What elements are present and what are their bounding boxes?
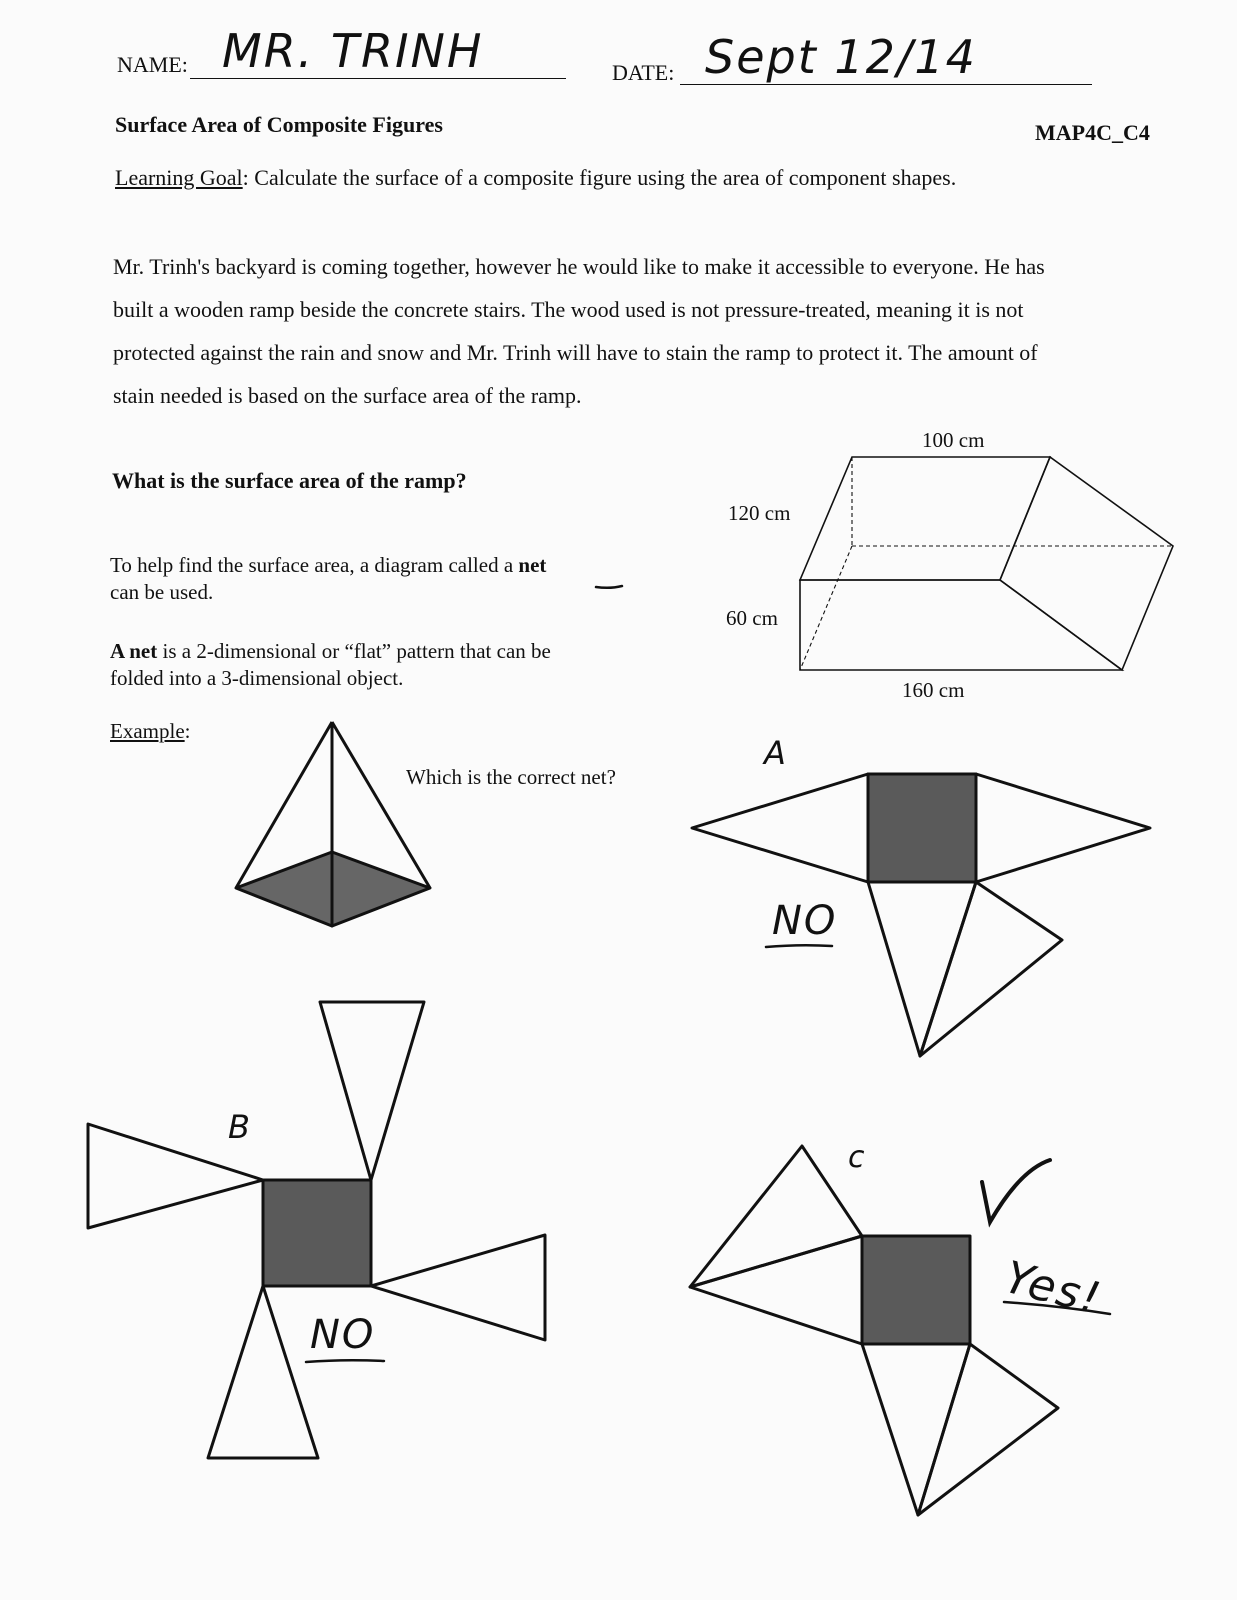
ramp-top-face <box>800 457 1050 580</box>
net-b-bottom-triangle <box>208 1286 318 1458</box>
net-b <box>88 1002 545 1458</box>
net-c-right-triangle <box>918 1344 1058 1515</box>
net-c-square <box>862 1236 970 1344</box>
ramp-dim-height: 120 cm <box>728 501 791 525</box>
net-help-text: To help find the surface area, a diagram called a <box>110 553 519 577</box>
net-b-square <box>263 1180 371 1286</box>
example-label: Example: <box>110 719 191 743</box>
net-a-bottom-triangle <box>868 882 976 1056</box>
net-help-line2: can be used. <box>110 580 214 604</box>
ramp-dim-top: 100 cm <box>922 428 985 452</box>
name-label: NAME: <box>117 52 188 77</box>
net-a-square <box>868 774 976 882</box>
net-def-line2: folded into a 3-dimensional object. <box>110 666 404 690</box>
ramp-diagram <box>800 457 1173 670</box>
pyramid-diagram <box>236 722 430 926</box>
net-def-term: A net <box>110 639 158 663</box>
intro-line: stain needed is based on the surface area of the ramp. <box>113 383 582 408</box>
net-c-label: c <box>848 1140 867 1175</box>
course-code: MAP4C_C4 <box>1035 120 1150 145</box>
intro-line: protected against the rain and snow and Mr. Trinh will have to stain the ramp to protect it. The amount of <box>113 340 1038 365</box>
net-a-extra-triangle <box>920 882 1062 1056</box>
ramp-hidden-edge <box>800 546 852 670</box>
handwritten-underlines <box>306 586 1110 1362</box>
net-a <box>692 774 1150 1056</box>
net-a-label: A <box>764 734 788 772</box>
no-a-underline <box>766 945 832 947</box>
ramp-dim-bottom: 160 cm <box>902 678 965 702</box>
net-b-label: B <box>228 1108 252 1146</box>
ramp-dim-step: 60 cm <box>726 606 778 630</box>
ramp-question: What is the surface area of the ramp? <box>112 468 467 493</box>
name-value: MR. TRINH <box>222 24 484 78</box>
net-b-right-triangle <box>371 1235 545 1340</box>
which-net-question: Which is the correct net? <box>406 765 616 789</box>
date-value: Sept 12/14 <box>705 30 977 84</box>
ramp-slope-face <box>1000 457 1173 670</box>
intro-line: Mr. Trinh's backyard is coming together, however he would like to make it accessible to everyone. He has <box>113 254 1045 279</box>
date-label: DATE: <box>612 60 675 85</box>
net-a-right-triangle <box>976 774 1150 882</box>
net-term-underline <box>596 586 622 588</box>
learning-goal-label: Learning Goal <box>115 165 243 190</box>
ramp-front-face <box>800 580 1122 670</box>
net-def-text: is a 2-dimensional or “flat” pattern that can be <box>157 639 551 663</box>
net-term: net <box>518 553 547 577</box>
learning-goal-text: : Calculate the surface of a composite figure using the area of component shapes. <box>242 165 957 190</box>
net-a-verdict: NO <box>772 898 838 944</box>
checkmark-icon <box>982 1160 1050 1222</box>
net-c-verdict: Yes! <box>999 1252 1107 1326</box>
intro-line: built a wooden ramp beside the concrete stairs. The wood used is not pressure-treated, meaning it is not <box>113 297 1024 322</box>
no-b-underline <box>306 1360 384 1362</box>
page-title: Surface Area of Composite Figures <box>115 112 443 137</box>
net-b-verdict: NO <box>310 1312 376 1358</box>
net-a-left-triangle <box>692 774 868 882</box>
net-b-top-triangle <box>320 1002 424 1180</box>
net-c-upper-triangle <box>690 1146 862 1287</box>
